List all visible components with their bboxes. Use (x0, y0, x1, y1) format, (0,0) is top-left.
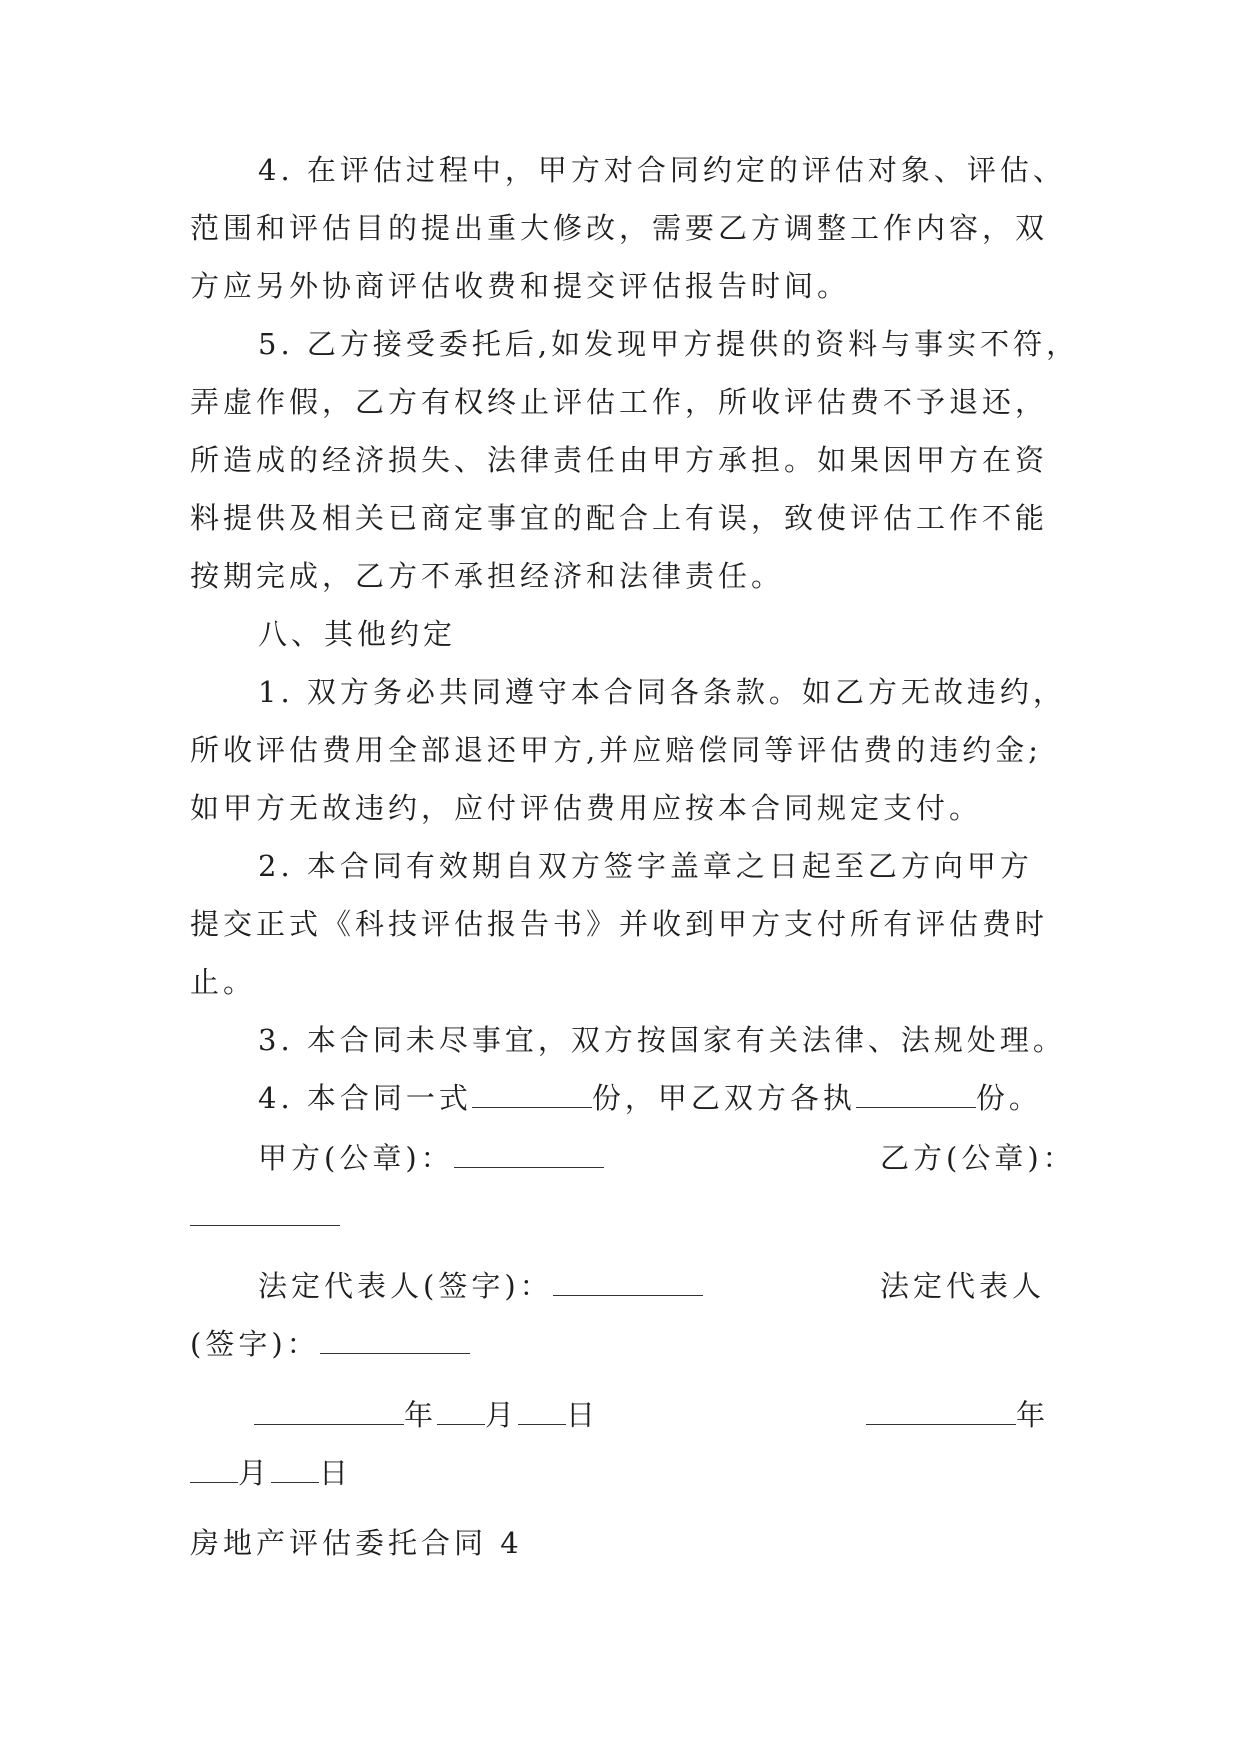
paragraph-line: 1. 双方务必共同遵守本合同各条款。如乙方无故违约， (258, 675, 1066, 709)
date-b-day-label: 日 (319, 1456, 353, 1490)
date-a-year-label: 年 (404, 1398, 438, 1432)
paragraph-line: 范围和评估目的提出重大修改，需要乙方调整工作内容，双 (190, 211, 1049, 245)
date-a-month-blank (437, 1396, 485, 1425)
paragraph-line: 所造成的经济损失、法律责任由甲方承担。如果因甲方在资 (190, 443, 1049, 477)
rep-b-blank (320, 1325, 470, 1354)
date-b-month-blank (190, 1454, 238, 1483)
rep-b-line (190, 1324, 470, 1364)
date-b-year-label: 年 (1016, 1398, 1050, 1432)
date-b-line-2 (190, 1453, 352, 1493)
date-a-line (254, 1395, 599, 1435)
rep-b-label-part1: 法定代表人 (880, 1269, 1046, 1303)
paragraph-line: 3. 本合同未尽事宜，双方按国家有关法律、法规处理。 (258, 1023, 1066, 1057)
date-a-day-label: 日 (566, 1398, 600, 1432)
party-a-seal-blank (454, 1139, 604, 1168)
rep-b-label-part2: (签字)： (190, 1327, 320, 1361)
paragraph-line: 所收评估费用全部退还甲方,并应赔偿同等评估费的违约金; (190, 733, 1042, 767)
rep-a-label: 法定代表人(签字)： (258, 1269, 553, 1303)
copies-clause (258, 1078, 1042, 1118)
section-heading: 八、其他约定 (258, 617, 457, 651)
copies-clause-part2: 份，甲乙双方各执 (591, 1081, 856, 1115)
paragraph-line: 方应另外协商评估收费和提交评估报告时间。 (190, 269, 851, 303)
date-b-year-blank (866, 1396, 1016, 1425)
copies-each-blank (856, 1079, 976, 1108)
party-a-seal-label: 甲方(公章)： (258, 1141, 454, 1175)
rep-a-blank (553, 1267, 703, 1296)
date-a-month-label: 月 (485, 1398, 519, 1432)
paragraph-line: 2. 本合同有效期自双方签字盖章之日起至乙方向甲方 (258, 849, 1033, 883)
date-b-month-label: 月 (238, 1456, 272, 1490)
date-b-line (866, 1395, 1049, 1435)
paragraph-line: 如甲方无故违约，应付评估费用应按本合同规定支付。 (190, 791, 983, 825)
paragraph-line: 4. 在评估过程中，甲方对合同约定的评估对象、评估、 (258, 153, 1066, 187)
copies-clause-part1: 4. 本合同一式 (258, 1081, 472, 1115)
paragraph-line: 料提供及相关已商定事宜的配合上有误，致使评估工作不能 (190, 501, 1049, 535)
date-a-day-blank (518, 1396, 566, 1425)
party-b-seal-label: 乙方(公章)： (880, 1141, 1076, 1175)
paragraph-line: 止。 (190, 965, 257, 999)
copies-total-blank (472, 1079, 592, 1108)
rep-a-line (258, 1266, 703, 1306)
date-a-year-blank (254, 1396, 404, 1425)
copies-clause-part3: 份。 (975, 1081, 1042, 1115)
party-b-seal-blank (190, 1197, 340, 1226)
paragraph-line: 按期完成，乙方不承担经济和法律责任。 (190, 559, 785, 593)
paragraph-line: 弄虚作假，乙方有权终止评估工作，所收评估费不予退还， (190, 385, 1049, 419)
next-contract-title: 房地产评估委托合同 4 (190, 1526, 523, 1560)
paragraph-line: 提交正式《科技评估报告书》并收到甲方支付所有评估费时 (190, 907, 1049, 941)
date-b-day-blank (271, 1454, 319, 1483)
party-a-seal-line (258, 1138, 604, 1178)
party-b-seal-line (190, 1196, 340, 1236)
paragraph-line: 5. 乙方接受委托后,如发现甲方提供的资料与事实不符， (258, 327, 1080, 361)
